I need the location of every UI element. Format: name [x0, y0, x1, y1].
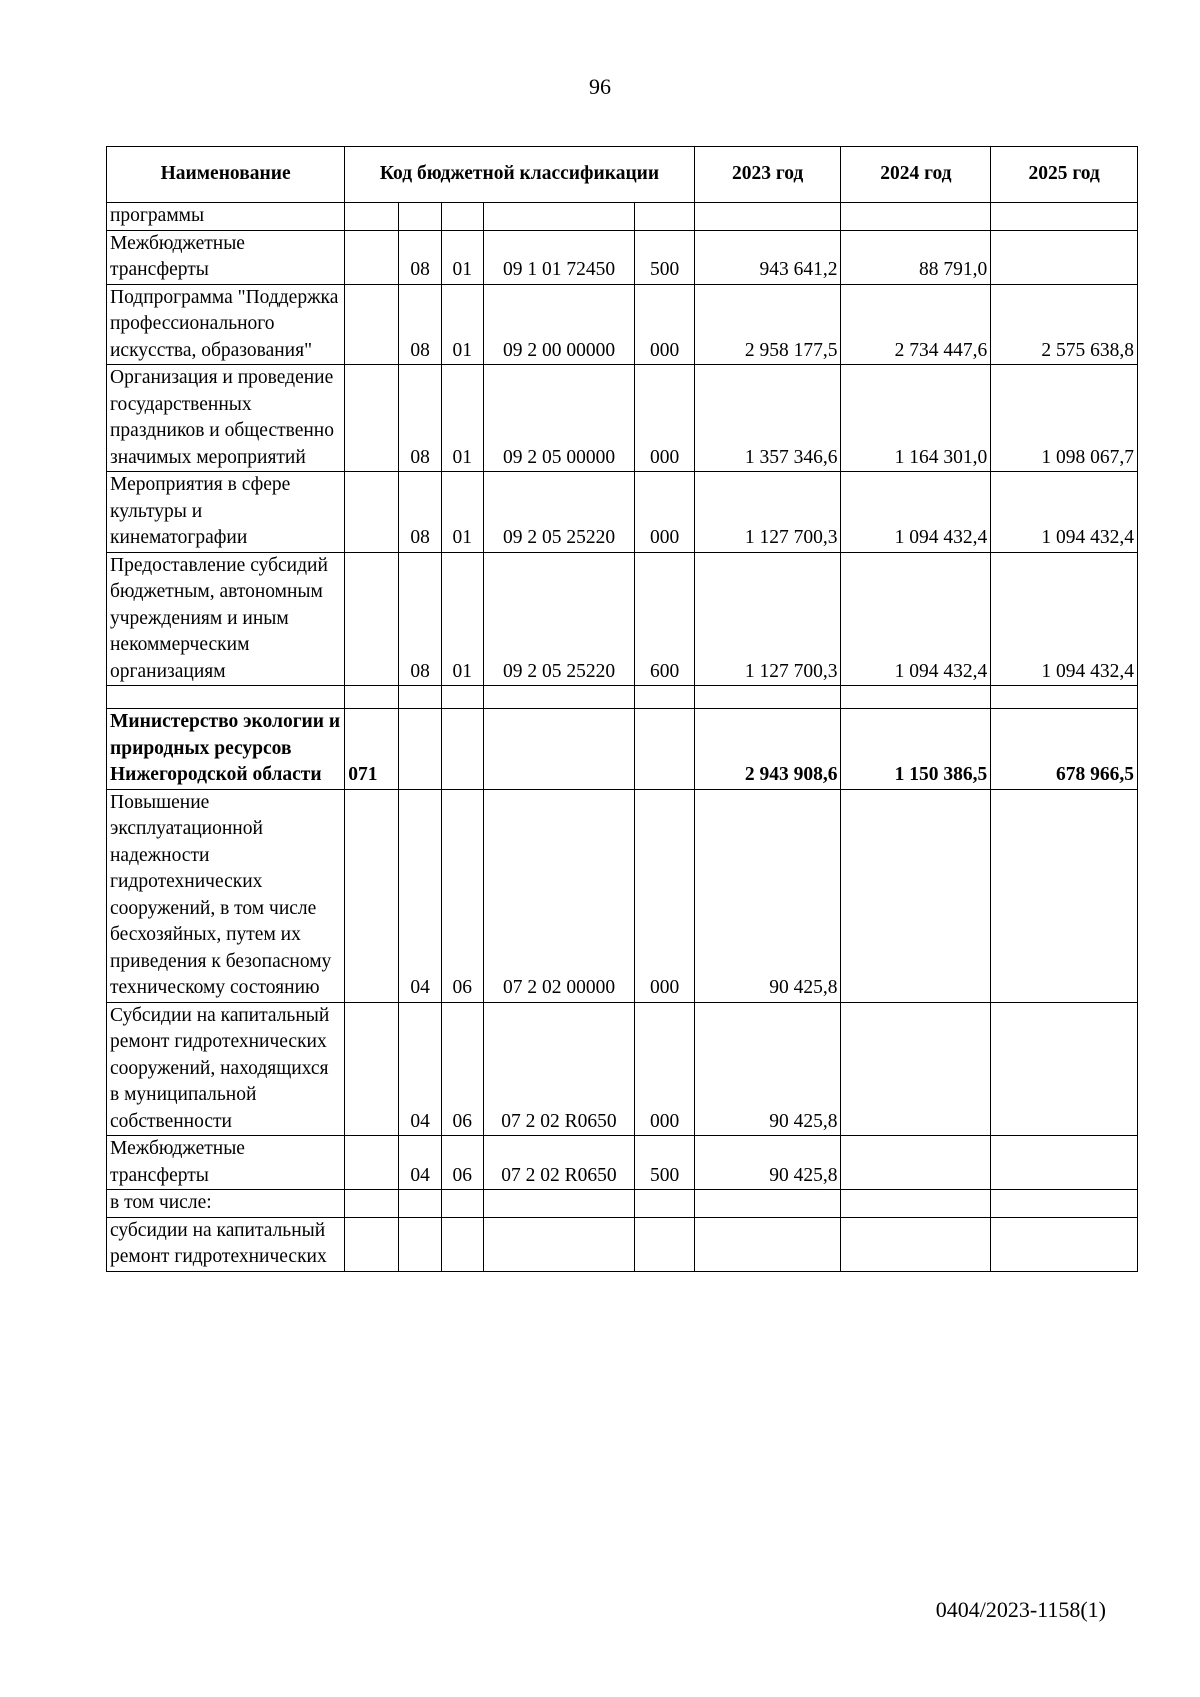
cell-code-section — [399, 203, 442, 231]
table-row — [107, 1136, 1138, 1190]
table-row — [107, 1217, 1138, 1271]
header-2024: 2024 год — [841, 147, 991, 203]
cell-2023: 1 127 700,3 — [694, 472, 841, 553]
cell-2025: 1 098 067,7 — [991, 365, 1138, 472]
cell-2023: 90 425,8 — [694, 789, 841, 1002]
cell-code-ministry — [345, 552, 399, 686]
cell-name — [107, 686, 345, 709]
cell-2023 — [694, 1190, 841, 1218]
cell-code-section — [399, 1217, 442, 1271]
cell-2025 — [991, 686, 1138, 709]
cell-code-expense-type: 000 — [635, 365, 694, 472]
cell-code-target — [483, 686, 635, 709]
cell-code-ministry: 071 — [345, 709, 399, 790]
cell-2023: 1 127 700,3 — [694, 552, 841, 686]
header-2023: 2023 год — [694, 147, 841, 203]
cell-2023 — [694, 686, 841, 709]
cell-code-section: 04 — [399, 1002, 442, 1136]
cell-code-expense-type: 500 — [635, 1136, 694, 1190]
document-code: 0404/2023-1158(1) — [935, 1597, 1106, 1622]
cell-code-ministry — [345, 284, 399, 365]
table-header-row — [107, 147, 1138, 203]
cell-code-expense-type: 000 — [635, 1002, 694, 1136]
cell-name: в том числе: — [107, 1190, 345, 1218]
cell-name: Мероприятия в сфере культуры и кинематографии — [107, 472, 345, 553]
cell-code-subsection: 06 — [441, 1136, 483, 1190]
cell-code-subsection — [441, 686, 483, 709]
cell-2025 — [991, 1190, 1138, 1218]
cell-code-target: 09 2 00 00000 — [483, 284, 635, 365]
cell-2024 — [841, 686, 991, 709]
cell-code-expense-type — [635, 203, 694, 231]
cell-2025: 2 575 638,8 — [991, 284, 1138, 365]
cell-code-section: 08 — [399, 230, 442, 284]
header-name: Наименование — [107, 147, 345, 203]
cell-2024: 88 791,0 — [841, 230, 991, 284]
cell-2024: 2 734 447,6 — [841, 284, 991, 365]
cell-2024: 1 094 432,4 — [841, 472, 991, 553]
cell-code-expense-type: 500 — [635, 230, 694, 284]
cell-code-expense-type: 000 — [635, 789, 694, 1002]
cell-code-section: 04 — [399, 1136, 442, 1190]
cell-2024 — [841, 203, 991, 231]
cell-2025 — [991, 789, 1138, 1002]
cell-code-target: 07 2 02 R0650 — [483, 1136, 635, 1190]
page-number: 96 — [589, 74, 611, 99]
cell-name: Межбюджетные трансферты — [107, 230, 345, 284]
cell-code-target: 09 2 05 25220 — [483, 552, 635, 686]
cell-2023: 1 357 346,6 — [694, 365, 841, 472]
cell-2025: 1 094 432,4 — [991, 552, 1138, 686]
cell-code-subsection: 01 — [441, 472, 483, 553]
cell-name: Повышение эксплуатационной надежности гидротехнических сооружений, в том числе бесхозяйных, путем их приведения к безопасному техническому состоянию — [107, 789, 345, 1002]
cell-2023: 2 943 908,6 — [694, 709, 841, 790]
cell-code-expense-type — [635, 1217, 694, 1271]
cell-2023 — [694, 203, 841, 231]
cell-code-ministry — [345, 203, 399, 231]
cell-2025: 1 094 432,4 — [991, 472, 1138, 553]
cell-code-expense-type: 600 — [635, 552, 694, 686]
cell-code-expense-type — [635, 1190, 694, 1218]
cell-code-ministry — [345, 686, 399, 709]
cell-code-section: 04 — [399, 789, 442, 1002]
cell-code-target: 09 2 05 25220 — [483, 472, 635, 553]
cell-code-section — [399, 709, 442, 790]
cell-code-target: 07 2 02 R0650 — [483, 1002, 635, 1136]
cell-2024 — [841, 1136, 991, 1190]
cell-2025 — [991, 1217, 1138, 1271]
table-row — [107, 1190, 1138, 1218]
cell-2024: 1 164 301,0 — [841, 365, 991, 472]
cell-2025 — [991, 203, 1138, 231]
cell-code-subsection: 01 — [441, 284, 483, 365]
cell-code-ministry — [345, 1136, 399, 1190]
cell-code-section: 08 — [399, 472, 442, 553]
cell-2024: 1 094 432,4 — [841, 552, 991, 686]
table-row — [107, 552, 1138, 686]
cell-2024 — [841, 1190, 991, 1218]
cell-code-target — [483, 203, 635, 231]
cell-code-expense-type — [635, 686, 694, 709]
cell-code-ministry — [345, 230, 399, 284]
table-row — [107, 203, 1138, 231]
cell-code-target: 09 1 01 72450 — [483, 230, 635, 284]
cell-name: Субсидии на капитальный ремонт гидротехнических сооружений, находящихся в муниципальной собственности — [107, 1002, 345, 1136]
cell-code-section — [399, 686, 442, 709]
cell-code-subsection: 01 — [441, 365, 483, 472]
cell-code-target: 09 2 05 00000 — [483, 365, 635, 472]
cell-2024 — [841, 1217, 991, 1271]
cell-2024 — [841, 1002, 991, 1136]
cell-2023 — [694, 1217, 841, 1271]
cell-2025: 678 966,5 — [991, 709, 1138, 790]
table-row-ministry — [107, 709, 1138, 790]
cell-2024 — [841, 789, 991, 1002]
cell-code-expense-type: 000 — [635, 472, 694, 553]
cell-name: Подпрограмма "Поддержка профессионального искусства, образования" — [107, 284, 345, 365]
cell-code-subsection: 01 — [441, 552, 483, 686]
cell-2024: 1 150 386,5 — [841, 709, 991, 790]
cell-code-section — [399, 1190, 442, 1218]
cell-code-target — [483, 709, 635, 790]
cell-code-subsection: 06 — [441, 789, 483, 1002]
table-row — [107, 365, 1138, 472]
cell-code-ministry — [345, 789, 399, 1002]
cell-code-subsection: 01 — [441, 230, 483, 284]
cell-name: Межбюджетные трансферты — [107, 1136, 345, 1190]
cell-code-ministry — [345, 1002, 399, 1136]
table-row — [107, 230, 1138, 284]
cell-2023: 2 958 177,5 — [694, 284, 841, 365]
cell-code-target: 07 2 02 00000 — [483, 789, 635, 1002]
cell-code-section: 08 — [399, 365, 442, 472]
table-row — [107, 789, 1138, 1002]
cell-code-target — [483, 1190, 635, 1218]
cell-code-ministry — [345, 365, 399, 472]
header-2025: 2025 год — [991, 147, 1138, 203]
table-row — [107, 1002, 1138, 1136]
cell-name: Предоставление субсидий бюджетным, автономным учреждениям и иным некоммерческим организациям — [107, 552, 345, 686]
cell-code-ministry — [345, 472, 399, 553]
cell-code-subsection — [441, 203, 483, 231]
cell-code-subsection — [441, 709, 483, 790]
cell-name: Министерство экологии и природных ресурсов Нижегородской области — [107, 709, 345, 790]
cell-name: Организация и проведение государственных праздников и общественно значимых мероприятий — [107, 365, 345, 472]
budget-table — [106, 146, 1138, 1272]
table-row — [107, 472, 1138, 553]
cell-code-ministry — [345, 1190, 399, 1218]
cell-code-subsection — [441, 1217, 483, 1271]
cell-code-ministry — [345, 1217, 399, 1271]
cell-2023: 90 425,8 — [694, 1002, 841, 1136]
cell-code-target — [483, 1217, 635, 1271]
cell-2023: 90 425,8 — [694, 1136, 841, 1190]
cell-2025 — [991, 1002, 1138, 1136]
cell-code-section: 08 — [399, 284, 442, 365]
cell-code-expense-type: 000 — [635, 284, 694, 365]
cell-code-section: 08 — [399, 552, 442, 686]
cell-2023: 943 641,2 — [694, 230, 841, 284]
cell-2025 — [991, 230, 1138, 284]
cell-2025 — [991, 1136, 1138, 1190]
cell-code-subsection — [441, 1190, 483, 1218]
cell-code-subsection: 06 — [441, 1002, 483, 1136]
header-code: Код бюджетной классификации — [345, 147, 695, 203]
cell-name: субсидии на капитальный ремонт гидротехнических — [107, 1217, 345, 1271]
table-row-empty — [107, 686, 1138, 709]
cell-name: программы — [107, 203, 345, 231]
table-row — [107, 284, 1138, 365]
cell-code-expense-type — [635, 709, 694, 790]
